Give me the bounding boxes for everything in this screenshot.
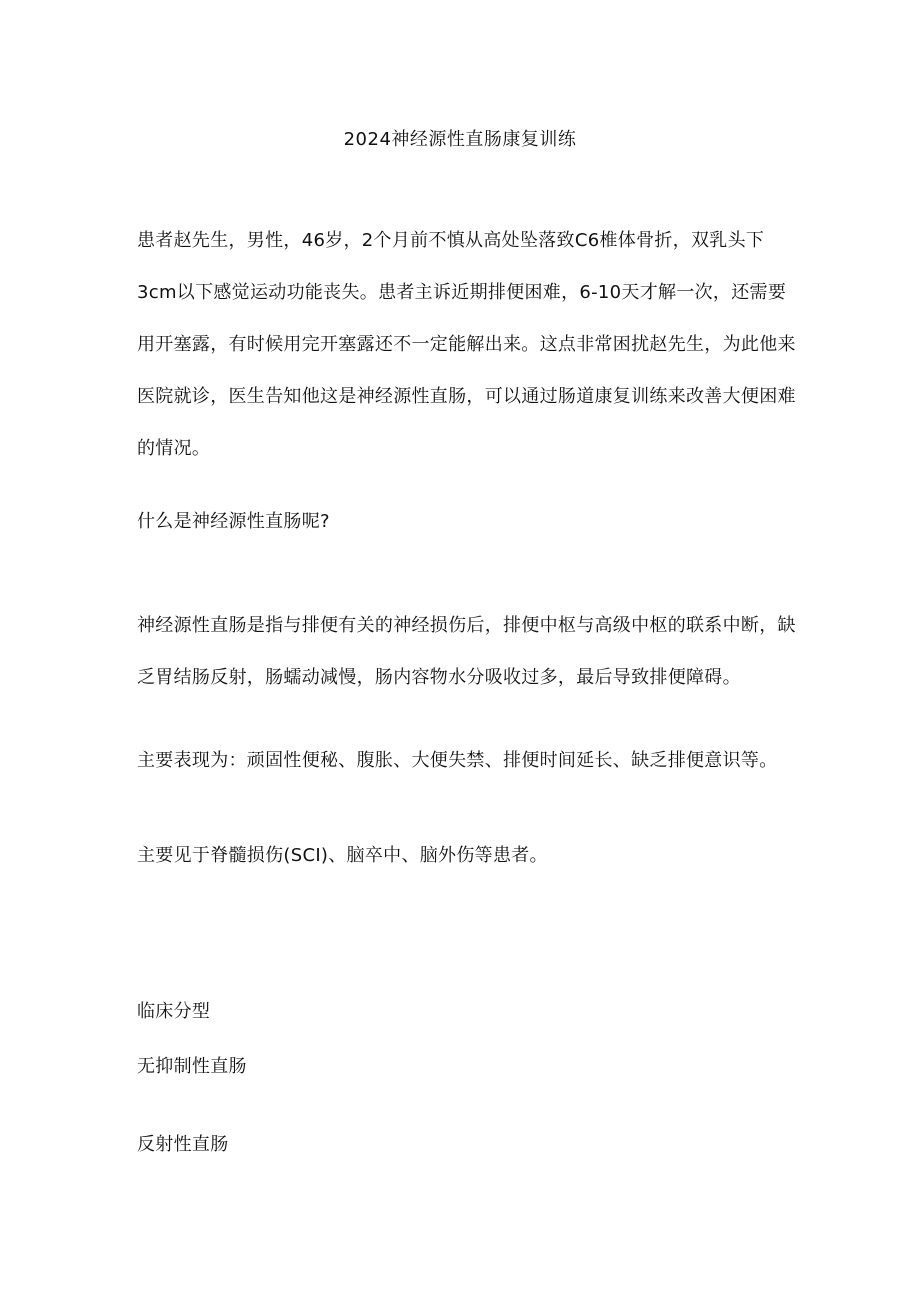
definition-question: 什么是神经源性直肠呢? <box>137 511 330 532</box>
case-intro-paragraph: 患者赵先生，男性，46岁，2个月前不慎从高处坠落致C6椎体骨折，双乳头下3cm以下感觉运动功能丧失。患者主诉近期排便困难，6-10天才解一次，还需要用开塞露，有时候用完开塞露还不一定能解出来。这点非常困扰赵先生，为此他来医院就诊，医生告知他这是神经源性直肠，可以通过肠道康复训练来改善大便困难的情况。 <box>137 230 796 459</box>
classification-item: 反射性直肠 <box>137 1134 229 1155</box>
symptoms-paragraph: 主要表现为：顽固性便秘、腹胀、大便失禁、排便时间延长、缺乏排便意识等。 <box>137 750 778 771</box>
definition-paragraph: 神经源性直肠是指与排便有关的神经损伤后，排便中枢与高级中枢的联系中断，缺乏胃结肠反射，肠蠕动减慢，肠内容物水分吸收过多，最后导致排便障碍。 <box>137 615 796 688</box>
document-title: 2024神经源性直肠康复训练 <box>343 129 577 150</box>
classification-item: 无抑制性直肠 <box>137 1056 247 1077</box>
classification-heading: 临床分型 <box>137 1001 211 1022</box>
causes-paragraph: 主要见于脊髓损伤(SCI)、脑卒中、脑外伤等患者。 <box>137 845 548 866</box>
